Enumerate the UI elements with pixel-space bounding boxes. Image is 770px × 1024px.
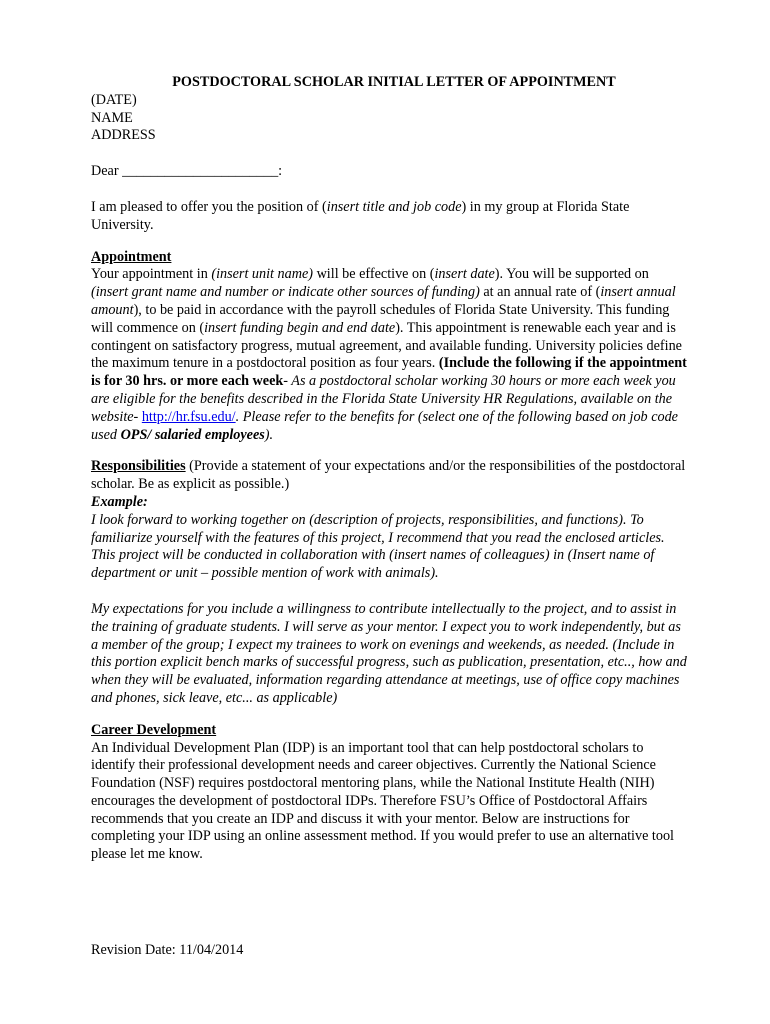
responsibilities-paragraph: Responsibilities (Provide a statement of your expectations and/or the responsibilities of the postdoctoral scholar. Be as explicit as possible.) xyxy=(91,458,686,493)
expectations-paragraph: My expectations for you include a willingness to contribute intellectually to the project, and to assist in the training of graduate students. I will serve as your mentor. I expect you to work independently, but as a member of the group; I expect my trainees to work on evenings and weekends, as needed. (Include in this portion explicit bench marks of successful progress, such as publication, presentation, etc.., how and when they will be evaluated, information regarding attendance at meetings, use of office copy machines and phones, sick leave, etc... as applicable) xyxy=(91,600,687,706)
appointment-heading: Appointment xyxy=(91,248,172,265)
letter-body xyxy=(91,74,687,864)
revision-date: Revision Date: 11/04/2014 xyxy=(91,942,244,958)
career-heading: Career Development xyxy=(91,721,217,738)
hr-website-link[interactable]: http://hr.fsu.edu/ xyxy=(141,408,236,425)
document-title: POSTDOCTORAL SCHOLAR INITIAL LETTER OF APPOINTMENT xyxy=(172,74,616,90)
header-name: NAME xyxy=(91,109,133,126)
example-paragraph: I look forward to working together on (description of projects, responsibilities, and functions). To familiarize yourself with the features of this project, I recommend that you read the enclosed articles. This project will be conducted in collaboration with (insert names of colleagues) in (Insert name of department or unit – possible mention of work with animals). xyxy=(91,511,665,582)
career-paragraph: An Individual Development Plan (IDP) is an important tool that can help postdoctoral scholars to identify their professional development needs and career objectives. Currently the National Science Foundation (NSF) requires postdoctoral mentoring plans, while the National Institute Health (NIH) encourages the development of postdoctoral IDPs. Therefore FSU’s Office of Postdoctoral Affairs recommends that you create an IDP and discuss it with your mentor. Below are instructions for completing your IDP using an online assessment method. If you would prefer to use an alternative tool please let me know. xyxy=(91,739,675,863)
header-date: (DATE) xyxy=(91,91,137,108)
header-address: ADDRESS xyxy=(91,127,156,144)
example-label: Example: xyxy=(91,493,148,510)
appointment-paragraph: Your appointment in (insert unit name) will be effective on (insert date). You will be supported on (insert grant name and number or indicate other sources of funding) at an annual rate of (insert annual amount), to be paid in accordance with the payroll schedules of Florida State University. This funding will commence on (insert funding begin and end date). This appointment is renewable each year and is contingent on satisfactory progress, mutual agreement, and available funding. University policies define the maximum tenure in a postdoctoral position as four years. (Include the following if the appointment is for 30 hrs. or more each week- As a postdoctoral scholar working 30 hours or more each week you are eligible for the benefits described in the Florida State University HR Regulations, available on the website- http://hr.fsu.edu/. Please refer to the benefits for (select one of the following based on job code used OPS/ salaried employees). xyxy=(91,266,687,443)
intro-paragraph: I am pleased to offer you the position of (insert title and job code) in my group at Florida State University. xyxy=(91,198,630,233)
salutation: Dear ______________________: xyxy=(91,163,283,180)
responsibilities-heading: Responsibilities xyxy=(91,458,186,475)
